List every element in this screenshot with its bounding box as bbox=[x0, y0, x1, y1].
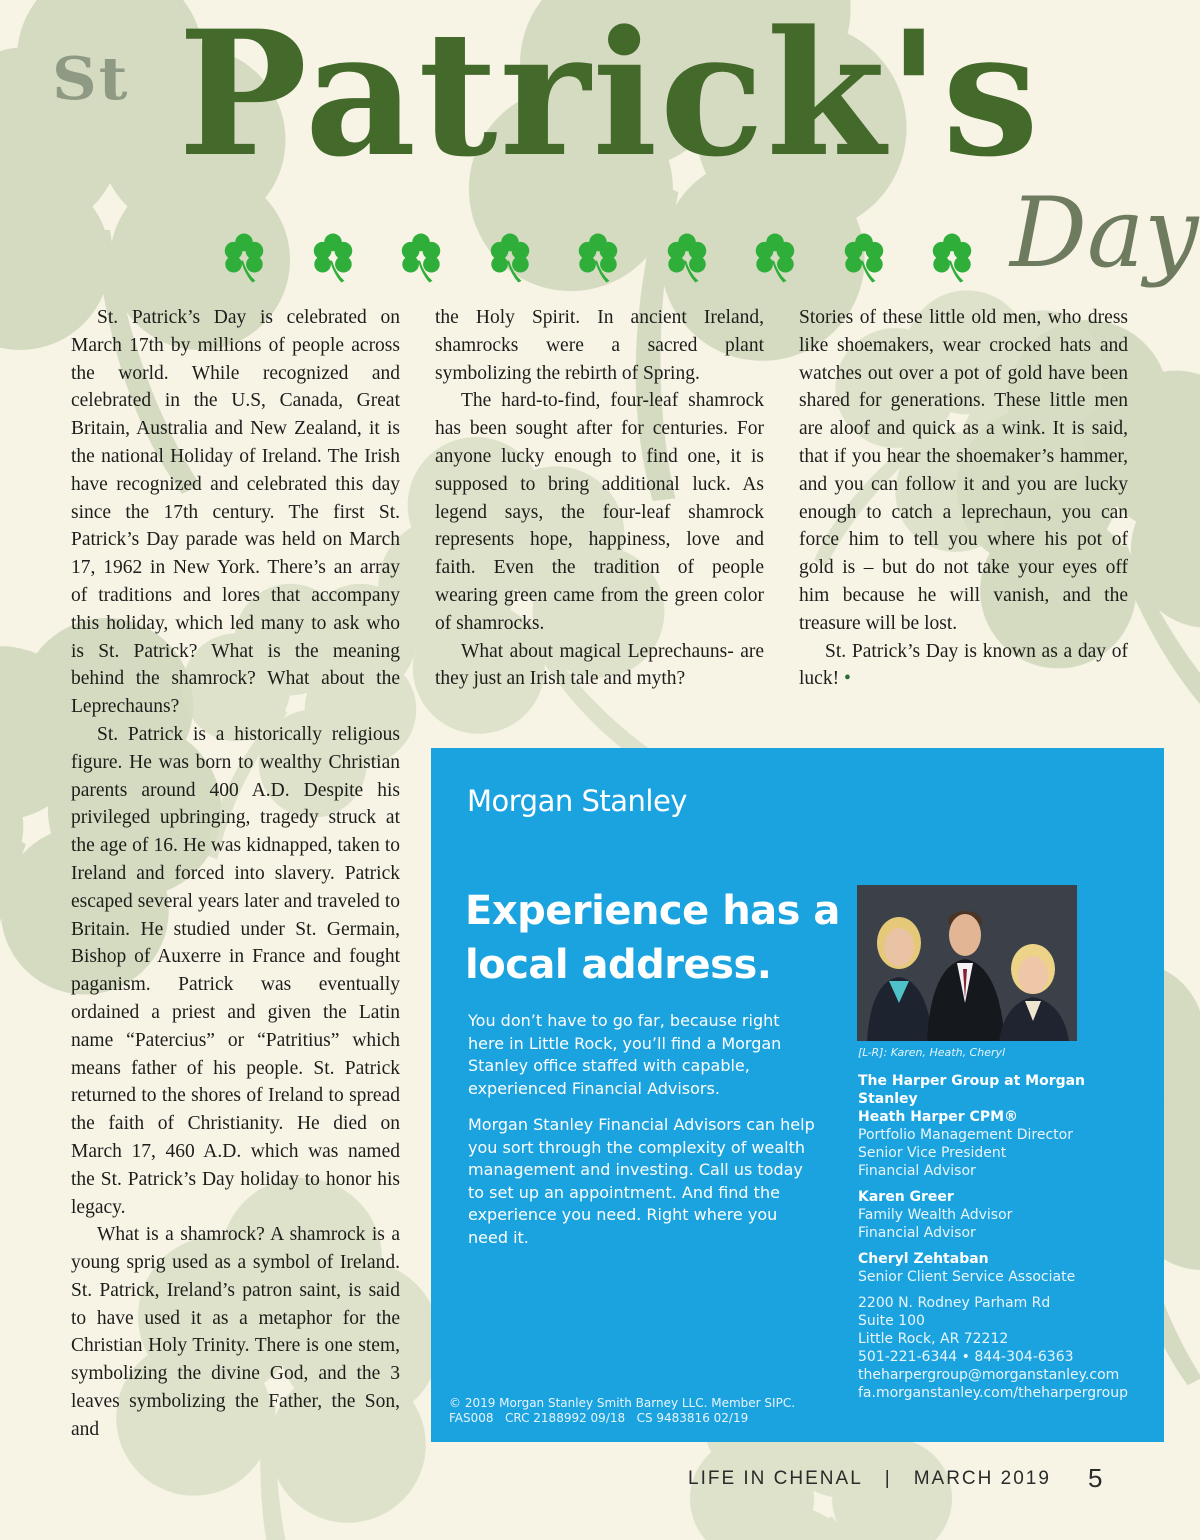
page-number: 5 bbox=[1088, 1463, 1103, 1493]
shamrock-icon bbox=[838, 232, 890, 284]
ad-paragraph: You don’t have to go far, because right here in Little Rock, you’ll find a Morgan Stanley office staffed with capable, experienced Financial Advisors. bbox=[468, 1011, 782, 1098]
page-footer bbox=[688, 1468, 1051, 1490]
caption-prefix: [L-R]: bbox=[858, 1046, 888, 1059]
contact-block bbox=[858, 1072, 1148, 1402]
shamrock-icon bbox=[484, 232, 536, 284]
email-link[interactable]: theharpergroup@morganstanley.com bbox=[858, 1367, 1120, 1383]
issue-date: MARCH 2019 bbox=[913, 1468, 1051, 1489]
shamrock-divider bbox=[218, 232, 978, 288]
shamrock-icon bbox=[395, 232, 447, 284]
photo-caption bbox=[858, 1046, 1005, 1059]
website-link[interactable]: fa.morganstanley.com/theharpergroup bbox=[858, 1385, 1128, 1401]
paragraph: the Holy Spirit. In ancient Ireland, shamrocks were a sacred plant symbolizing the rebirth of Spring. bbox=[435, 307, 764, 384]
morgan-stanley-ad[interactable] bbox=[431, 748, 1164, 1442]
title-prefix: St bbox=[52, 43, 130, 114]
phone-numbers[interactable]: 501-221-6344 • 844-304-6363 bbox=[858, 1349, 1074, 1365]
caption-names: Karen, Heath, Cheryl bbox=[890, 1046, 1006, 1059]
advisor-title: Family Wealth Advisor bbox=[858, 1207, 1013, 1223]
ad-paragraph: Morgan Stanley Financial Advisors can help you sort through the complexity of wealth management and investing. Call us today to set up an appointment. And find the experience you need. Right where you need it. bbox=[468, 1115, 815, 1247]
advisor-title: Senior Client Service Associate bbox=[858, 1269, 1076, 1285]
title-suffix: Day bbox=[1010, 177, 1199, 289]
address-line: Suite 100 bbox=[858, 1313, 925, 1329]
title-main: Patrick's bbox=[178, 0, 1041, 195]
ad-headline: Experience has a local address. bbox=[465, 888, 840, 988]
advisor-title: Portfolio Management Director bbox=[858, 1127, 1073, 1143]
article-column-3 bbox=[799, 304, 1128, 693]
shamrock-icon bbox=[572, 232, 624, 284]
advisor-name: Cheryl Zehtaban bbox=[858, 1251, 989, 1267]
footer-separator: | bbox=[884, 1468, 892, 1489]
address-line: 2200 N. Rodney Parham Rd bbox=[858, 1295, 1051, 1311]
shamrock-icon bbox=[926, 232, 978, 284]
address-line: Little Rock, AR 72212 bbox=[858, 1331, 1009, 1347]
paragraph: St. Patrick is a historically religious figure. He was born to wealthy Christian parents around 400 A.D. Despite his privileged upbringing, tragedy struck at the age of 16. He was kidnapped, taken to Ireland and forced into slavery. Patrick escaped several years later and traveled to Britain. He studied under St. Germain, Bishop of Auxerre in France and fought paganism. Patrick was eventually ordained a priest and given the Latin name “Patercius” or “Patritius” which means father of his people. St. Patrick returned to the shores of Ireland to spread the faith of Christianity. He died on March 17, 460 A.D. which was named the St. Patrick’s Day holiday to honor his legacy. bbox=[71, 723, 400, 1218]
paragraph: What is a shamrock? A shamrock is a young sprig used as a symbol of Ireland. St. Patrick, Ireland’s patron saint, is said to have used it as a metaphor for the Christian Holy Trinity. There is one stem, symbolizing the divine God, and the 3 leaves symbolizing the Father, the Son, and bbox=[71, 1224, 400, 1440]
closing-paragraph bbox=[799, 638, 1128, 694]
article-column-1 bbox=[71, 304, 400, 1444]
shamrock-icon bbox=[749, 232, 801, 284]
advisor-name: Karen Greer bbox=[858, 1189, 954, 1205]
team-photo bbox=[857, 885, 1077, 1041]
advisor-name: Heath Harper CPM® bbox=[858, 1109, 1019, 1125]
ad-body bbox=[468, 1010, 818, 1249]
legal-disclaimer bbox=[449, 1396, 795, 1426]
legal-line: FAS008 CRC 2188992 09/18 CS 9483816 02/19 bbox=[449, 1411, 749, 1425]
paragraph: What about magical Leprechauns- are they just an Irish tale and myth? bbox=[435, 640, 764, 690]
paragraph: Stories of these little old men, who dress like shoemakers, wear crocked hats and watches out over a pot of gold have been shared for generations. These little men are aloof and quick as a wink. It is said, that if you hear the shoemaker’s hammer, and you can follow it and you are lucky enough to catch a leprechaun, you can force him to tell you where his pot of gold is – but do not take your eyes off him because he will vanish, and the treasure will be lost. bbox=[799, 307, 1128, 634]
paragraph: The hard-to-find, four-leaf shamrock has been sought after for centuries. For anyone lucky enough to find one, it is supposed to bring additional luck. As legend says, the four-leaf shamrock represents hope, happiness, love and faith. Even the tradition of people wearing green came from the green color of shamrocks. bbox=[435, 390, 764, 634]
advisor-title: Senior Vice President bbox=[858, 1145, 1007, 1161]
advisor-title: Financial Advisor bbox=[858, 1225, 976, 1241]
article-column-2 bbox=[435, 304, 764, 693]
shamrock-icon bbox=[661, 232, 713, 284]
paragraph-text: St. Patrick’s Day is known as a day of luck! bbox=[799, 640, 1128, 690]
brand-logo: Morgan Stanley bbox=[467, 784, 687, 818]
legal-line: © 2019 Morgan Stanley Smith Barney LLC. Member SIPC. bbox=[449, 1396, 796, 1410]
advisor-title: Financial Advisor bbox=[858, 1163, 976, 1179]
shamrock-icon bbox=[307, 232, 359, 284]
shamrock-icon bbox=[218, 232, 270, 284]
paragraph: St. Patrick’s Day is celebrated on March 17th by millions of people across the world. While recognized and celebrated in the U.S, Canada, Great Britain, Australia and New Zealand, it is the national Holiday of Ireland. The Irish have recognized and celebrated this day since the 17th century. The first St. Patrick’s Day parade was held on March 17, 1962 in New York. There’s an array of traditions and lores that accompany this holiday, which led many to ask who is St. Patrick? What is the meaning behind the shamrock? What about the Leprechauns? bbox=[71, 307, 400, 718]
end-mark: • bbox=[843, 668, 851, 690]
publication-name: LIFE IN CHENAL bbox=[688, 1468, 863, 1489]
group-name: The Harper Group at Morgan Stanley bbox=[858, 1073, 1086, 1107]
